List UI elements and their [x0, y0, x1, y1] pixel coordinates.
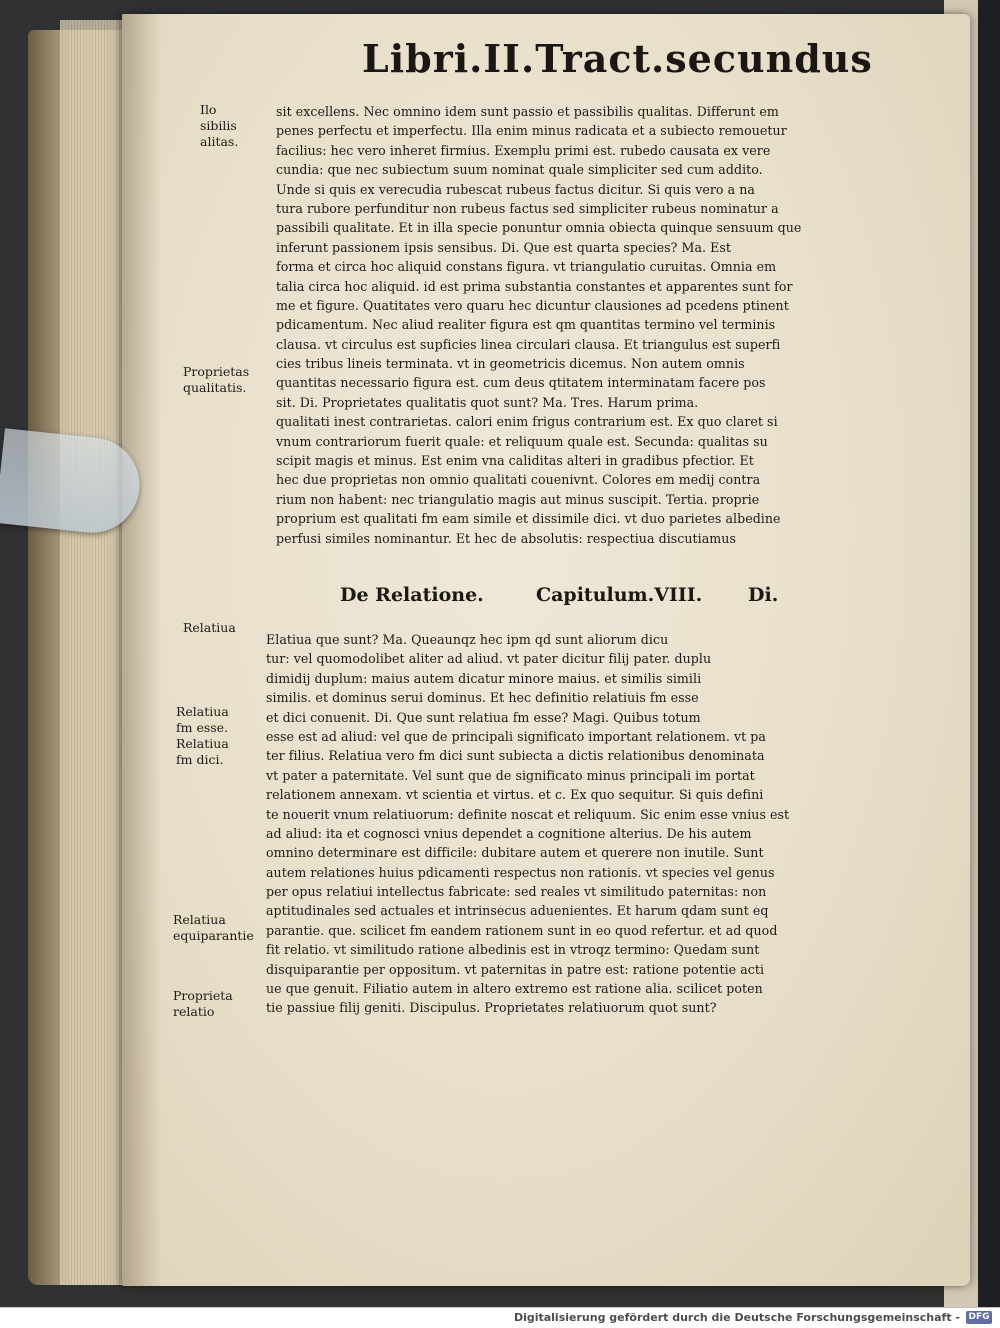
margin-note: Proprieta relatio: [173, 988, 233, 1019]
text-line: forma et circa hoc aliquid constans figura. vt triangulatio curuitas. Omnia em: [276, 259, 777, 275]
text-line: tie passiue filij geniti. Discipulus. Proprietates relatiuorum quot sunt?: [266, 1000, 717, 1016]
text-line: facilius: hec vero inheret firmius. Exemplu primi est. rubedo causata ex vere: [276, 142, 771, 158]
text-block-relation: [266, 630, 876, 1018]
margin-note: Ilo sibilis alitas.: [200, 102, 239, 149]
text-line: tur: vel quomodolibet aliter ad aliud. vt pater dicitur filij pater. duplu: [266, 651, 712, 667]
text-block-quality: [276, 102, 876, 548]
text-line: per opus relatiui intellectus fabricate: sed reales vt similitudo paternitas: non: [266, 884, 767, 900]
text-line: fit relatio. vt similitudo ratione albedinis est in vtroqz termino: Quedam sunt: [266, 942, 760, 958]
text-line: penes perfectu et imperfectu. Illa enim minus radicata et a subiecto remouetur: [276, 123, 787, 139]
scan-edge: [978, 0, 1000, 1307]
chapter-speaker: Di.: [748, 584, 779, 606]
chapter-title: De Relatione.: [340, 584, 484, 606]
gutter-shadow: [122, 14, 162, 1286]
text-line: vnum contrariorum fuerit quale: et reliquum quale est. Secunda: qualitas su: [276, 433, 768, 449]
text-line: esse est ad aliud: vel que de principali significato important relationem. vt pa: [266, 728, 766, 744]
margin-note: Relatiua: [183, 620, 236, 635]
text-line: passibili qualitate. Et in illa specie ponuntur omnia obiecta quinque sensuum que: [276, 220, 802, 236]
text-line: similis. et dominus serui dominus. Et hec definitio relatiuis fm esse: [266, 690, 699, 706]
text-line: ter filius. Relatiua vero fm dici sunt subiecta a dictis relationibus denominata: [266, 748, 765, 764]
text-line: quantitas necessario figura est. cum deus qtitatem interminatam facere pos: [276, 375, 766, 391]
text-line: aptitudinales sed actuales et intrinsecus aduenientes. Et harum qdam sunt eq: [266, 903, 769, 919]
text-line: Elatiua que sunt? Ma. Queaunqz hec ipm qd sunt aliorum dicu: [266, 632, 669, 647]
text-line: talia circa hoc aliquid. id est prima substantia constantes et apparentes sunt for: [276, 278, 793, 294]
text-line: pdicamentum. Nec aliud realiter figura est qm quantitas termino vel terminis: [276, 317, 776, 333]
text-line: disquiparantie per oppositum. vt paternitas in patre est: ratione potentie acti: [266, 961, 765, 977]
margin-note: Relatiua fm esse. Relatiua fm dici.: [176, 704, 229, 767]
text-line: tura rubore perfunditur non rubeus factus sed simpliciter rubeus nominatur a: [276, 200, 779, 216]
text-line: ue que genuit. Filiatio autem in altero extremo est ratione alia. scilicet poten: [266, 981, 763, 997]
text-line: me et figure. Quatitates vero quaru hec dicuntur clausiones ad pcedens ptinent: [276, 297, 789, 313]
text-line: cundia: que nec subiectum suum nominat quale simpliciter sed cum addito.: [276, 162, 763, 178]
chapter-number: Capitulum.VIII.: [536, 584, 703, 606]
text-line: sit. Di. Proprietates qualitatis quot sunt? Ma. Tres. Harum prima.: [276, 394, 699, 410]
text-line: omnino determinare est difficile: dubitare autem et querere non inutile. Sunt: [266, 845, 764, 861]
chapter-heading: [340, 584, 860, 616]
text-line: scipit magis et minus. Est enim vna caliditas alteri in gradibus pfectior. Et: [276, 453, 754, 469]
text-line: dimidij duplum: maius autem dicatur minore maius. et similis simili: [266, 670, 702, 686]
text-line: rium non habent: nec triangulatio magis aut minus suscipit. Tertia. proprie: [276, 491, 760, 507]
text-line: autem relationes huius pdicamenti respectus non rationis. vt species vel genus: [266, 864, 775, 880]
text-line: te nouerit vnum relatiuorum: definite noscat et reliquum. Sic enim esse vnius est: [266, 806, 790, 822]
text-line: sit excellens. Nec omnino idem sunt passio et passibilis qualitas. Differunt em: [276, 104, 779, 119]
text-line: ad aliud: ita et cognosci vnius dependet a cognitione alterius. De his autem: [266, 825, 752, 841]
dfg-logo-icon: DFG: [966, 1311, 992, 1324]
text-line: Unde si quis ex verecudia rubescat rubeus factus dicitur. Si quis vero a na: [276, 181, 755, 197]
text-line: hec due proprietas non omnio qualitati couenivnt. Colores em medij contra: [276, 472, 761, 488]
text-line: relationem annexam. vt scientia et virtus. et c. Ex quo sequitur. Si quis defini: [266, 787, 764, 803]
text-line: clausa. vt circulus est supficies linea circulari clausa. Et triangulus est superfi: [276, 336, 781, 352]
footer-credit: Digitalisierung gefördert durch die Deutsche Forschungsgemeinschaft -: [513, 1311, 960, 1324]
running-header: Libri.II.Tract.secundus: [362, 36, 873, 81]
text-line: et dici conuenit. Di. Que sunt relatiua fm esse? Magi. Quibus totum: [266, 709, 701, 725]
margin-note: Proprietas qualitatis.: [183, 364, 250, 395]
text-line: proprium est qualitati fm eam simile et dissimile dici. vt duo parietes albedine: [276, 511, 781, 527]
text-line: qualitati inest contrarietas. calori enim frigus contrarium est. Ex quo claret si: [276, 414, 778, 430]
text-line: cies tribus lineis terminata. vt in geometricis dicemus. Non autem omnis: [276, 356, 745, 372]
text-line: inferunt passionem ipsis sensibus. Di. Que est quarta species? Ma. Est: [276, 239, 732, 255]
margin-note: Relatiua equiparantie: [173, 912, 254, 943]
text-line: perfusi similes nominantur. Et hec de absolutis: respectiua discutiamus: [276, 530, 736, 546]
text-line: parantie. que. scilicet fm eandem rationem sunt in eo quod refertur. et ad quod: [266, 922, 778, 938]
footer-bar: [0, 1307, 1000, 1328]
text-line: vt pater a paternitate. Vel sunt que de significato minus principali im portat: [266, 767, 755, 783]
